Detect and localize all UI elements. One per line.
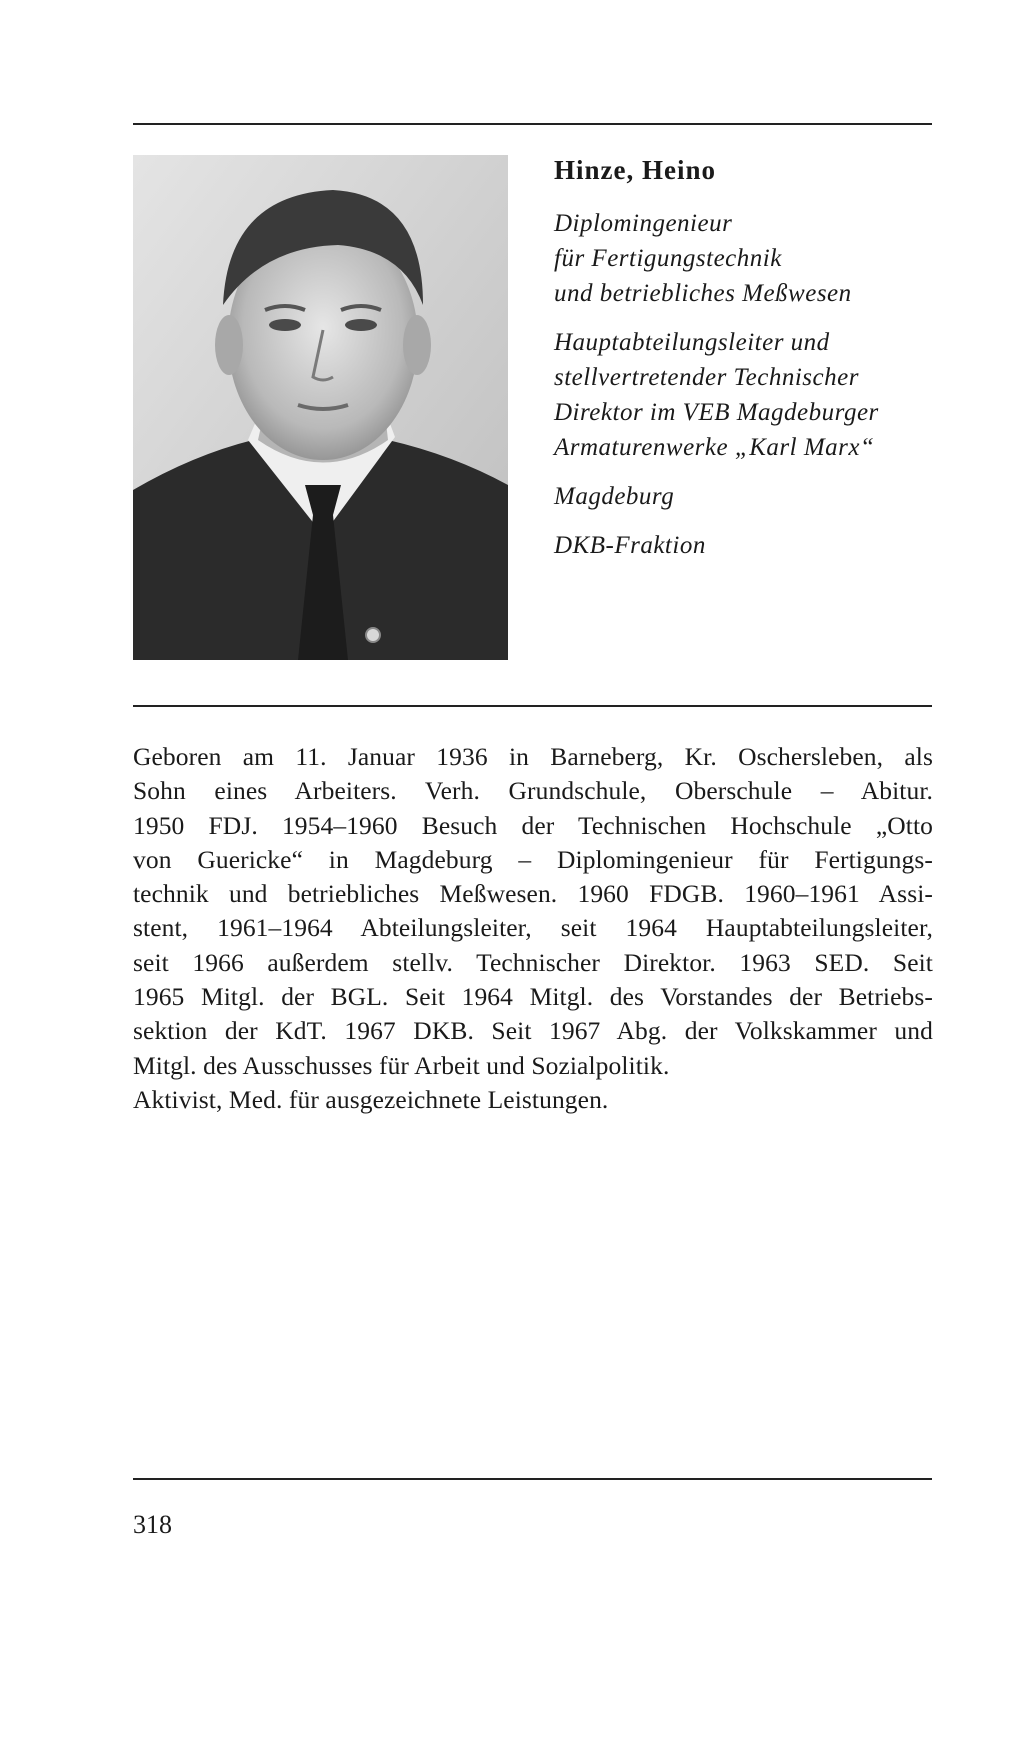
biography-line: Sohn eines Arbeiters. Verh. Grundschule, Oberschule – Abitur. <box>133 776 933 806</box>
degree-line: und betriebliches Meßwesen <box>554 280 852 307</box>
city <box>554 479 934 514</box>
position-line: Hauptabteilungsleiter und <box>554 329 830 356</box>
person-name: Hinze, Heino <box>554 155 716 185</box>
position <box>554 325 934 465</box>
position-line: stellvertretender Technischer <box>554 364 859 391</box>
city-name: Magdeburg <box>554 483 675 510</box>
biography-line: 1965 Mitgl. der BGL. Seit 1964 Mitgl. des Vorstandes der Betriebs- <box>133 982 933 1012</box>
bottom-rule <box>133 1478 932 1480</box>
biography-line: stent, 1961–1964 Abteilungsleiter, seit 1964 Hauptabteilungsleiter, <box>133 913 933 943</box>
biography-line: Mitgl. des Ausschusses für Arbeit und Sozialpolitik. <box>133 1050 670 1080</box>
biography-line: 1950 FDJ. 1954–1960 Besuch der Technischen Hochschule „Otto <box>133 810 933 840</box>
page-number: 318 <box>133 1510 172 1539</box>
middle-rule <box>133 705 932 707</box>
person-info <box>554 152 934 577</box>
degree <box>554 206 934 311</box>
biography <box>133 740 933 1117</box>
biography-line: Geboren am 11. Januar 1936 in Barneberg, Kr. Oschersleben, als <box>133 742 933 771</box>
top-rule <box>133 123 932 125</box>
biography-line: seit 1966 außerdem stellv. Technischer Direktor. 1963 SED. Seit <box>133 947 933 977</box>
faction-name: DKB-Fraktion <box>554 532 706 559</box>
portrait-photo <box>133 155 508 660</box>
degree-line: Diplomingenieur <box>554 210 733 237</box>
biography-line: technik und betriebliches Meßwesen. 1960 FDGB. 1960–1961 Assi- <box>133 879 933 909</box>
biography-line: von Guericke“ in Magdeburg – Diplomingenieur für Fertigungs- <box>133 844 933 874</box>
position-line: Armaturenwerke „Karl Marx“ <box>554 434 875 461</box>
awards-line: Aktivist, Med. für ausgezeichnete Leistungen. <box>133 1084 609 1114</box>
faction <box>554 528 934 563</box>
degree-line: für Fertigungstechnik <box>554 245 782 272</box>
biography-line: sektion der KdT. 1967 DKB. Seit 1967 Abg. der Volkskammer und <box>133 1016 933 1046</box>
position-line: Direktor im VEB Magdeburger <box>554 399 879 426</box>
